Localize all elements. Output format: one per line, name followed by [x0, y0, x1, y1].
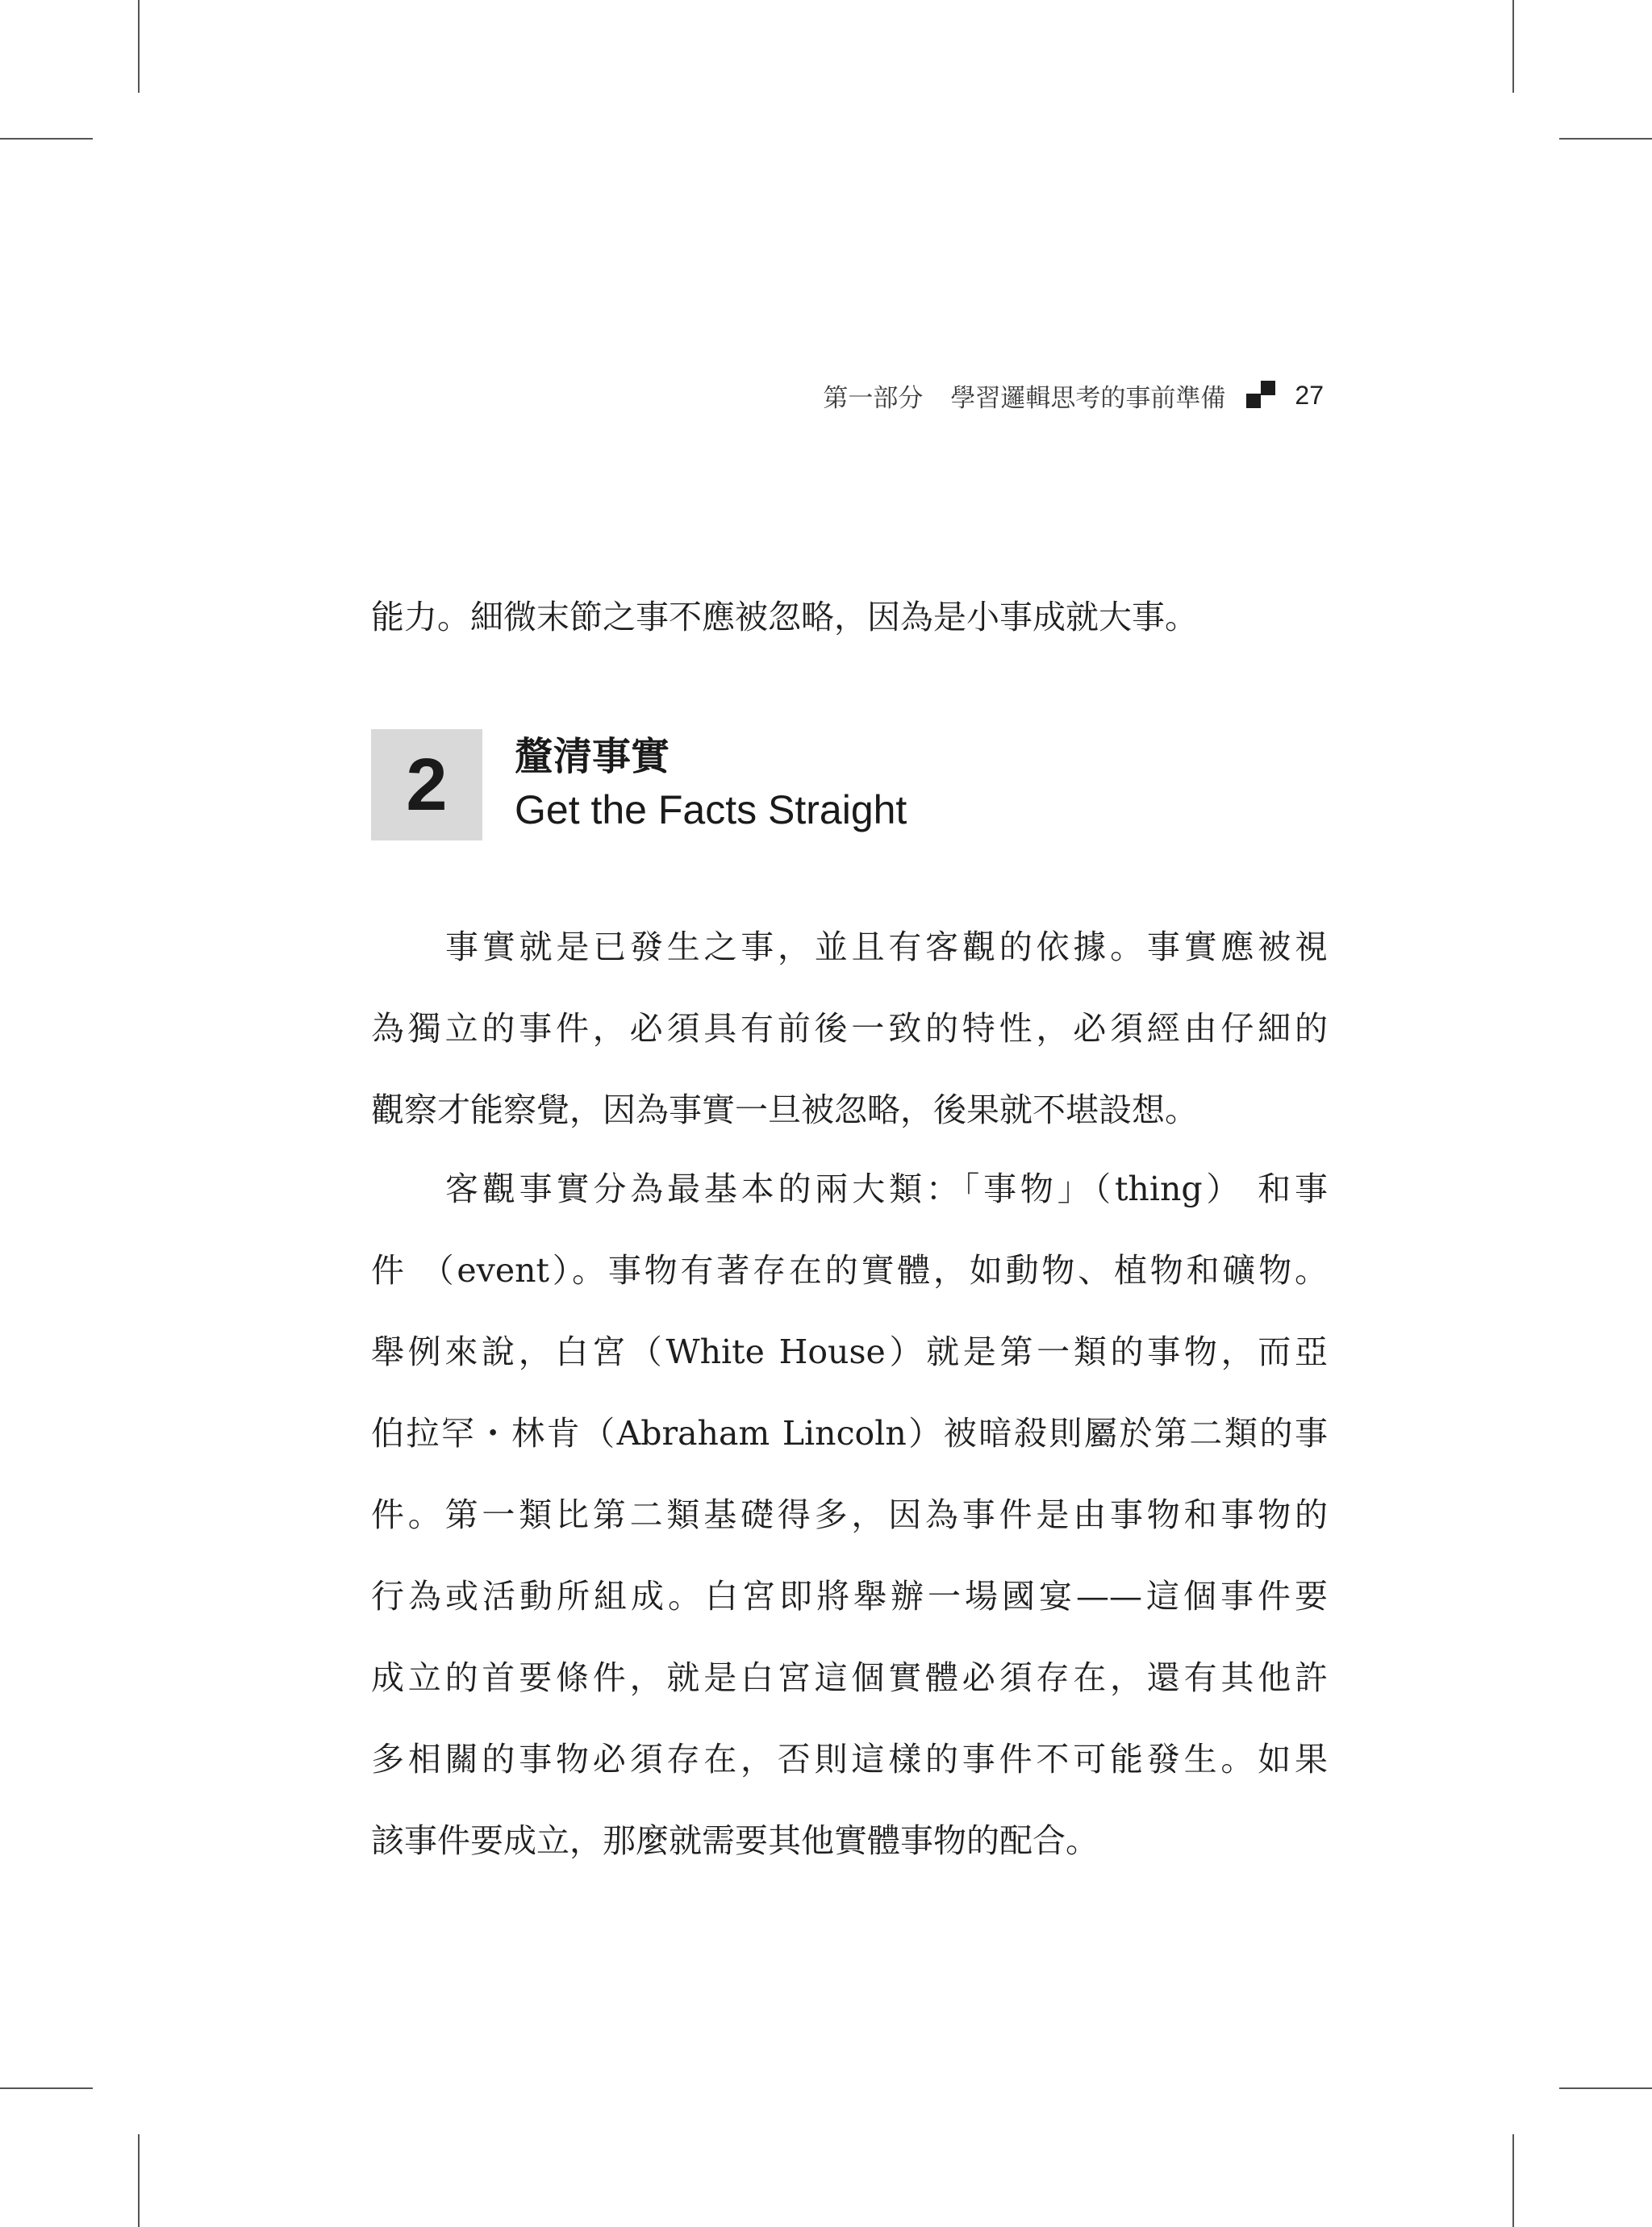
paragraph-line: 事實就是已發生之事，並且有客觀的依據。事實應被視	[445, 928, 1328, 966]
running-header-part: 第一部分	[823, 383, 924, 413]
paragraph-line: 客觀事實分為最基本的兩大類：「事物」（thing） 和事	[445, 1170, 1328, 1208]
crop-mark-bottom-left-horizontal	[0, 2087, 93, 2089]
crop-mark-bottom-left-vertical	[138, 2134, 140, 2227]
paragraph-line: 多相關的事物必須存在，否則這樣的事件不可能發生。如果	[371, 1740, 1328, 1779]
crop-mark-top-left-vertical	[138, 0, 140, 93]
paragraph-line: 行為或活動所組成。白宮即將舉辦一場國宴——這個事件要	[371, 1577, 1328, 1616]
crop-mark-top-right-vertical	[1512, 0, 1514, 93]
crop-mark-top-right-horizontal	[1559, 138, 1652, 140]
intro-continuation-line: 能力。細微末節之事不應被忽略，因為是小事成就大事。	[371, 598, 1198, 636]
section-number-box	[371, 729, 482, 840]
paragraph-line: 伯拉罕・林肯（Abraham Lincoln）被暗殺則屬於第二類的事	[371, 1414, 1328, 1453]
paragraph-1	[371, 907, 1328, 1151]
paragraph-line: 件。第一類比第二類基礎得多，因為事件是由事物和事物的	[371, 1495, 1328, 1534]
paragraph-line: 成立的首要條件，就是白宮這個實體必須存在，還有其他許	[371, 1658, 1328, 1697]
crop-mark-top-left-horizontal	[0, 138, 93, 140]
paragraph-line: 觀察才能察覺，因為事實一旦被忽略，後果就不堪設想。	[371, 1091, 1198, 1129]
crop-mark-bottom-right-horizontal	[1559, 2087, 1652, 2089]
paragraph-line: 該事件要成立，那麼就需要其他實體事物的配合。	[371, 1821, 1099, 1860]
paragraph-line: 件 （event）。事物有著存在的實體，如動物、植物和礦物。	[371, 1251, 1328, 1290]
running-header	[823, 374, 1324, 416]
running-header-chapter: 學習邏輯思考的事前準備	[950, 383, 1226, 413]
paragraph-line: 為獨立的事件，必須具有前後一致的特性，必須經由仔細的	[371, 1009, 1328, 1048]
section-title-chinese: 釐清事實	[515, 734, 670, 779]
page-number: 27	[1295, 380, 1324, 410]
paragraph-line: 舉例來說，白宮（White House）就是第一類的事物，而亞	[371, 1332, 1328, 1371]
paragraph-2	[371, 1149, 1328, 1882]
crop-mark-bottom-right-vertical	[1512, 2134, 1514, 2227]
section-number: 2	[406, 744, 448, 826]
separator-squares-icon	[1246, 379, 1277, 411]
section-title-english: Get the Facts Straight	[515, 787, 907, 832]
